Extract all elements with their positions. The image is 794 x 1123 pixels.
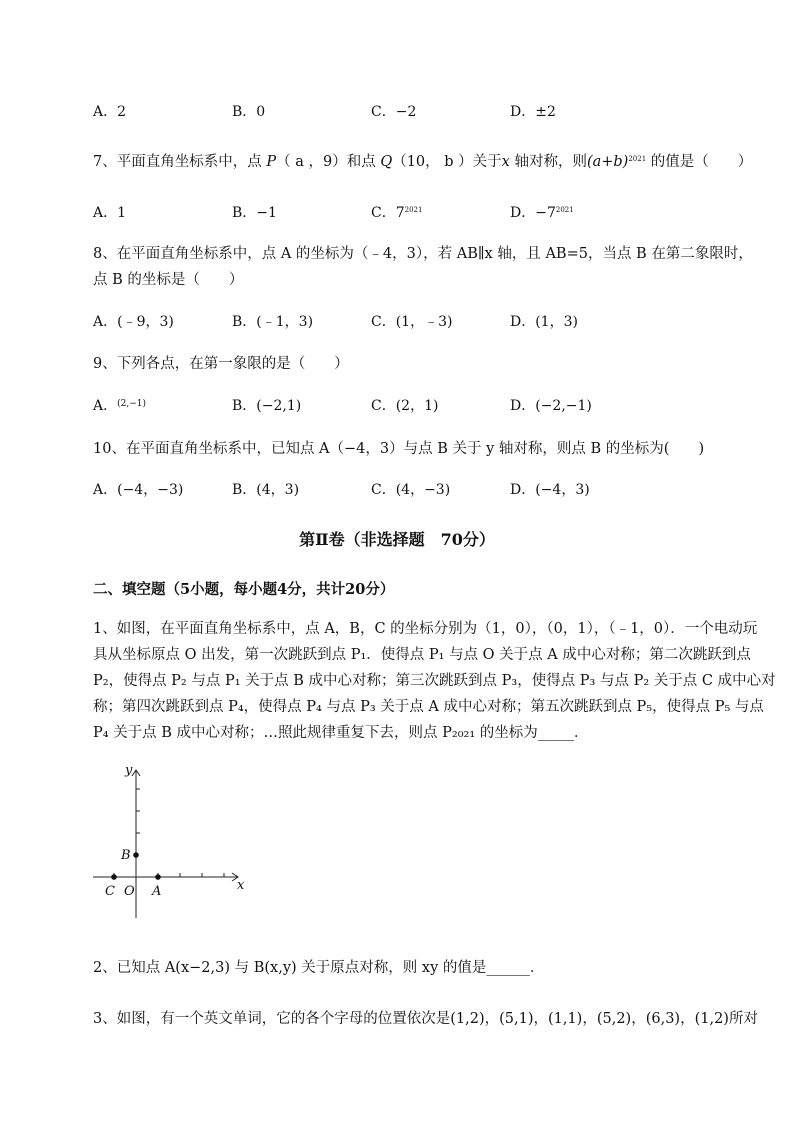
q10-stem: 10、在平面直角坐标系中，已知点 A（−4，3）与点 B 关于 y 轴对称，则点 B 的坐标为( ) (93, 441, 705, 457)
q8-stem-line2: 点 B 的坐标是（ ） (93, 272, 244, 288)
point-b-label: B (121, 848, 131, 863)
q10-option-c: C．(4，−3) (371, 482, 451, 498)
q6-option-b: B．0 (232, 104, 266, 120)
q9-option-d: D．(−2,−1) (510, 398, 592, 414)
fill1-line-1: 1、如图，在平面直角坐标系中，点 A，B，C 的坐标分别为（1，0），（0，1），（﹣1，0）．一个电动玩 (93, 621, 758, 637)
point-b (133, 852, 139, 858)
q6-option-a: A．2 (93, 104, 127, 120)
q8-option-d: D．(1，3) (510, 314, 578, 330)
q6-option-d: D．±2 (510, 104, 556, 120)
q10-option-b: B．(4，3) (232, 482, 300, 498)
fill3-stem: 3、如图，有一个英文单词，它的各个字母的位置依次是(1,2)，(5,1)，(1,1)，(5,2)，(6,3)，(1,2)所对 (93, 1011, 758, 1027)
origin-label: O (124, 884, 135, 899)
q8-option-b: B．(﹣1，3) (232, 314, 314, 330)
q7-option-d: D．$-7^{2021}$ (510, 205, 574, 221)
q6-option-c: C．−2 (371, 104, 417, 120)
fill1-line-5: P₄ 关于点 B 成中心对称；…照此规律重复下去，则点 P₂₀₂₁ 的坐标为_____． (93, 725, 589, 741)
q9-option-b: B．(−2,1) (232, 398, 302, 414)
point-a (155, 874, 161, 880)
x-axis-label: x (237, 878, 245, 893)
q8-option-c: C．(1，﹣3) (371, 314, 453, 330)
section-2-title: 第Ⅱ卷（非选择题 70分） (299, 530, 495, 549)
q7-option-b: B．−1 (232, 205, 277, 221)
point-a-label: A (152, 884, 162, 899)
fill1-line-4: 称；第四次跳跃到点 P₄，使得点 P₄ 与点 P₃ 关于点 A 成中心对称；第五次跳跃到点 P₅，使得点 P₅ 与点 (93, 699, 764, 715)
q9-option-c: C．(2，1) (371, 398, 439, 414)
fill1-paragraph (93, 616, 776, 746)
q7-option-a: A．1 (93, 205, 127, 221)
fill2-stem: 2、已知点 A(x−2,3) 与 B(x,y) 关于原点对称，则 xy 的值是______． (93, 960, 545, 976)
coordinate-figure (85, 758, 255, 928)
q10-option-d: D．(−4，3) (510, 482, 590, 498)
fill1-line-2: 具从坐标原点 O 出发，第一次跳跃到点 P₁．使得点 P₁ 与点 O 关于点 A 成中心对称；第二次跳跃到点 (93, 647, 751, 663)
q9-option-a: A．$^{(2,-1)}$ (93, 398, 147, 414)
point-c-label: C (105, 884, 115, 899)
y-axis-label: y (125, 763, 133, 778)
fill1-line-3: P₂，使得点 P₂ 与点 P₁ 关于点 B 成中心对称；第三次跳跃到点 P₃，使得点 P₃ 与点 P₂ 关于点 C 成中心对 (93, 673, 776, 689)
q7-stem: 7、平面直角坐标系中，点 P（ a ，9）和点 Q（10， b ）关于x 轴对称，则$(a+b)^{2021}$ 的值是（ ） (93, 154, 753, 170)
part-2-title: 二、填空题（5小题，每小题4分，共计20分） (93, 581, 395, 598)
q8-stem-line1: 8、在平面直角坐标系中，点 A 的坐标为（﹣4，3），若 AB∥x 轴，且 AB=5，当点 B 在第二象限时， (93, 246, 753, 262)
q8-option-a: A．(﹣9，3) (93, 314, 174, 330)
q9-stem: 9、下列各点，在第一象限的是（ ） (93, 356, 349, 372)
q7-option-c: C．$7^{2021}$ (371, 205, 423, 221)
q10-option-a: A．(−4，−3) (93, 482, 184, 498)
point-c (111, 874, 117, 880)
